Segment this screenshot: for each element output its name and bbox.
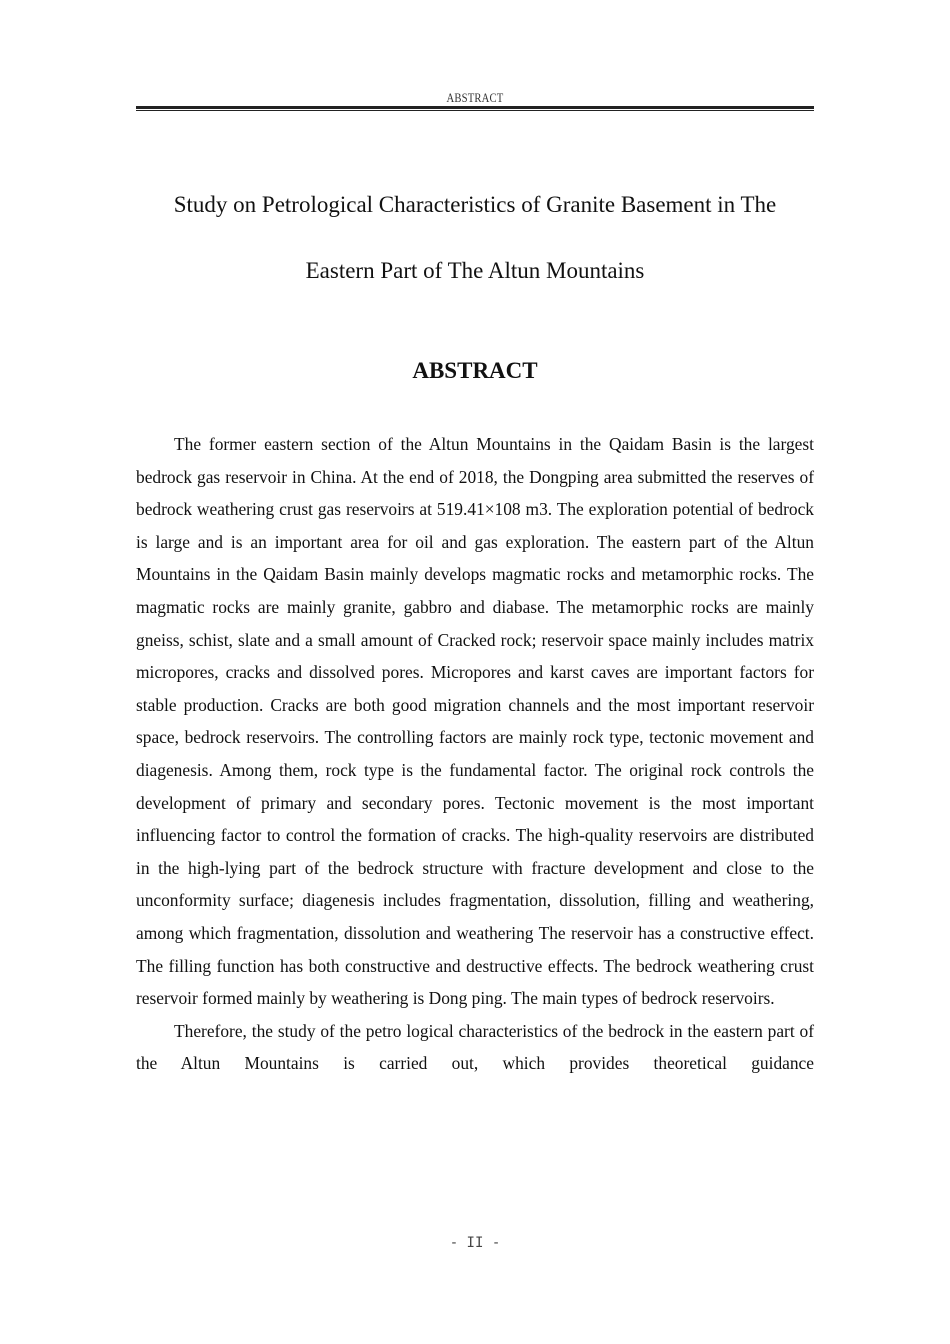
title-line-1: Study on Petrological Characteristics of Granite Basement in The <box>173 192 777 217</box>
page-number: - II - <box>449 1235 501 1251</box>
header-rule-thin <box>136 110 814 111</box>
running-header: ABSTRACT <box>446 90 504 105</box>
abstract-body <box>136 428 814 1080</box>
title-line-2: Eastern Part of The Altun Mountains <box>305 258 645 283</box>
abstract-paragraph-1: The former eastern section of the Altun Mountains in the Qaidam Basin is the largest bedrock gas reservoir in China. At the end of 2018, the Dongping area submitted the reserves of bedrock weathering crust gas reservoirs at 519.41×108 m3. The exploration potential of bedrock is large and is an important area for oil and gas exploration. The eastern part of the Altun Mountains in the Qaidam Basin mainly develops magmatic rocks and metamorphic rocks. The magmatic rocks are mainly granite, gabbro and diabase. The metamorphic rocks are mainly gneiss, schist, slate and a small amount of Cracked rock; reservoir space mainly includes matrix micropores, cracks and dissolved pores. Micropores and karst caves are important factors for stable production. Cracks are both good migration channels and the most important reservoir space, bedrock reservoirs. The controlling factors are mainly rock type, tectonic movement and diagenesis. Among them, rock type is the fundamental factor. The original rock controls the development of primary and secondary pores. Tectonic movement is the most important influencing factor to control the formation of cracks. The high-quality reservoirs are distributed in the high-lying part of the bedrock structure with fracture development and close to the unconformity surface; diagenesis includes fragmentation, dissolution, filling and weathering, among which fragmentation, dissolution and weathering The reservoir has a constructive effect. The filling function has both constructive and destructive effects. The bedrock weathering crust reservoir formed mainly by weathering is Dong ping. The main types of bedrock reservoirs. <box>136 434 814 1009</box>
abstract-heading: ABSTRACT <box>412 358 538 383</box>
header-rule-thick <box>136 106 814 109</box>
abstract-paragraph-2: Therefore, the study of the petro logical characteristics of the bedrock in the eastern part of the Altun Mountains is carried out, which provides theoretical guidance <box>136 1020 814 1074</box>
document-title <box>120 172 830 304</box>
